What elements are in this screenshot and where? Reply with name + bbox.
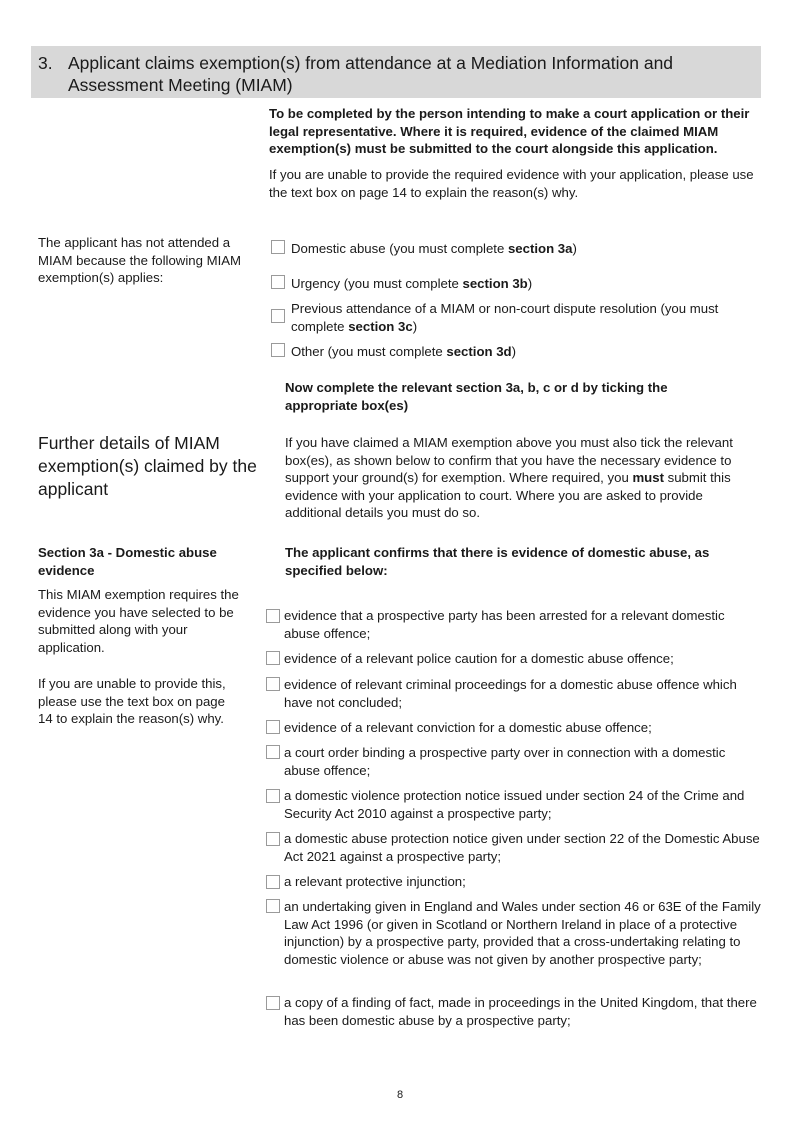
page-number: 8 xyxy=(396,1089,404,1101)
section-header xyxy=(31,46,761,98)
further-details-text: If you have claimed a MIAM exemption above you must also tick the relevant box(es), as shown below to confirm that you have the necessary evidence to support your ground(s) for exemption. Where required, you must submit this evidence with your application to court. Where you are asked to provide additional details you must do so. xyxy=(285,435,733,520)
evidence-court-order: a court order binding a prospective party over in connection with a domestic abuse offence; xyxy=(284,745,726,778)
checkbox-evidence-protective-injunction[interactable] xyxy=(266,875,280,889)
complete-section-instruction: Now complete the relevant section 3a, b, c or d by ticking the appropriate box(es) xyxy=(285,380,668,413)
evidence-protective-injunction: a relevant protective injunction; xyxy=(284,874,466,889)
checkbox-evidence-arrest[interactable] xyxy=(266,609,280,623)
checkbox-evidence-criminal-proceedings[interactable] xyxy=(266,677,280,691)
further-details-heading: Further details of MIAM exemption(s) claimed by the applicant xyxy=(38,433,257,499)
intro-evidence-note: If you are unable to provide the required evidence with your application, please use the text box on page 14 to explain the reason(s) why. xyxy=(269,167,754,200)
checkbox-evidence-da-protection-notice[interactable] xyxy=(266,832,280,846)
intro-instruction: To be completed by the person intending to make a court application or their legal representative. Where it is required, evidence of the claimed MIAM exemption(s) must be submitted to the court alongside this application. xyxy=(269,106,750,156)
checkbox-previous-attendance[interactable] xyxy=(271,309,285,323)
checkbox-evidence-finding-of-fact[interactable] xyxy=(266,996,280,1010)
section-3a-confirmation: The applicant confirms that there is evidence of domestic abuse, as specified below: xyxy=(285,545,710,578)
checkbox-evidence-conviction[interactable] xyxy=(266,720,280,734)
section-title: Applicant claims exemption(s) from attendance at a Mediation Information and Assessment Meeting (MIAM) xyxy=(68,53,674,95)
option-other: Other (you must complete section 3d) xyxy=(291,344,517,359)
evidence-police-caution: evidence of a relevant police caution for a domestic abuse offence; xyxy=(284,651,674,666)
evidence-finding-of-fact: a copy of a finding of fact, made in proceedings in the United Kingdom, that there has been domestic abuse by a prospective party; xyxy=(284,995,757,1028)
evidence-criminal-proceedings: evidence of relevant criminal proceedings for a domestic abuse offence which have not concluded; xyxy=(284,677,737,710)
checkbox-domestic-abuse[interactable] xyxy=(271,240,285,254)
checkbox-other[interactable] xyxy=(271,343,285,357)
section-3a-requirement-note: This MIAM exemption requires the evidence you have selected to be submitted along with your application. xyxy=(38,587,239,655)
option-domestic-abuse: Domestic abuse (you must complete section 3a) xyxy=(291,241,577,256)
section-3a-heading: Section 3a - Domestic abuse evidence xyxy=(38,545,217,578)
checkbox-evidence-dv-protection-notice[interactable] xyxy=(266,789,280,803)
option-previous-attendance: Previous attendance of a MIAM or non-court dispute resolution (you must complete section 3c) xyxy=(291,301,719,334)
section-number: 3. xyxy=(38,53,53,73)
evidence-conviction: evidence of a relevant conviction for a domestic abuse offence; xyxy=(284,720,652,735)
evidence-da-protection-notice: a domestic abuse protection notice given under section 22 of the Domestic Abuse Act 2021 against a prospective party; xyxy=(284,831,760,864)
evidence-dv-protection-notice: a domestic violence protection notice issued under section 24 of the Crime and Security Act 2010 against a prospective party; xyxy=(284,788,745,821)
section-3a-unable-note: If you are unable to provide this, please use the text box on page 14 to explain the reason(s) why. xyxy=(38,676,226,726)
checkbox-urgency[interactable] xyxy=(271,275,285,289)
checkbox-evidence-court-order[interactable] xyxy=(266,745,280,759)
option-urgency: Urgency (you must complete section 3b) xyxy=(291,276,533,291)
checkbox-evidence-undertaking[interactable] xyxy=(266,899,280,913)
evidence-arrest: evidence that a prospective party has been arrested for a relevant domestic abuse offence; xyxy=(284,608,725,641)
checkbox-evidence-police-caution[interactable] xyxy=(266,651,280,665)
exemption-label: The applicant has not attended a MIAM because the following MIAM exemption(s) applies: xyxy=(38,235,242,285)
evidence-undertaking: an undertaking given in England and Wales under section 46 or 63E of the Family Law Act 1996 (or given in Scotland or Northern Ireland in place of a protective injunction) by a prospective party, provided that a cross-undertaking relating to domestic violence or abuse was not given by another prospective party; xyxy=(284,899,761,967)
